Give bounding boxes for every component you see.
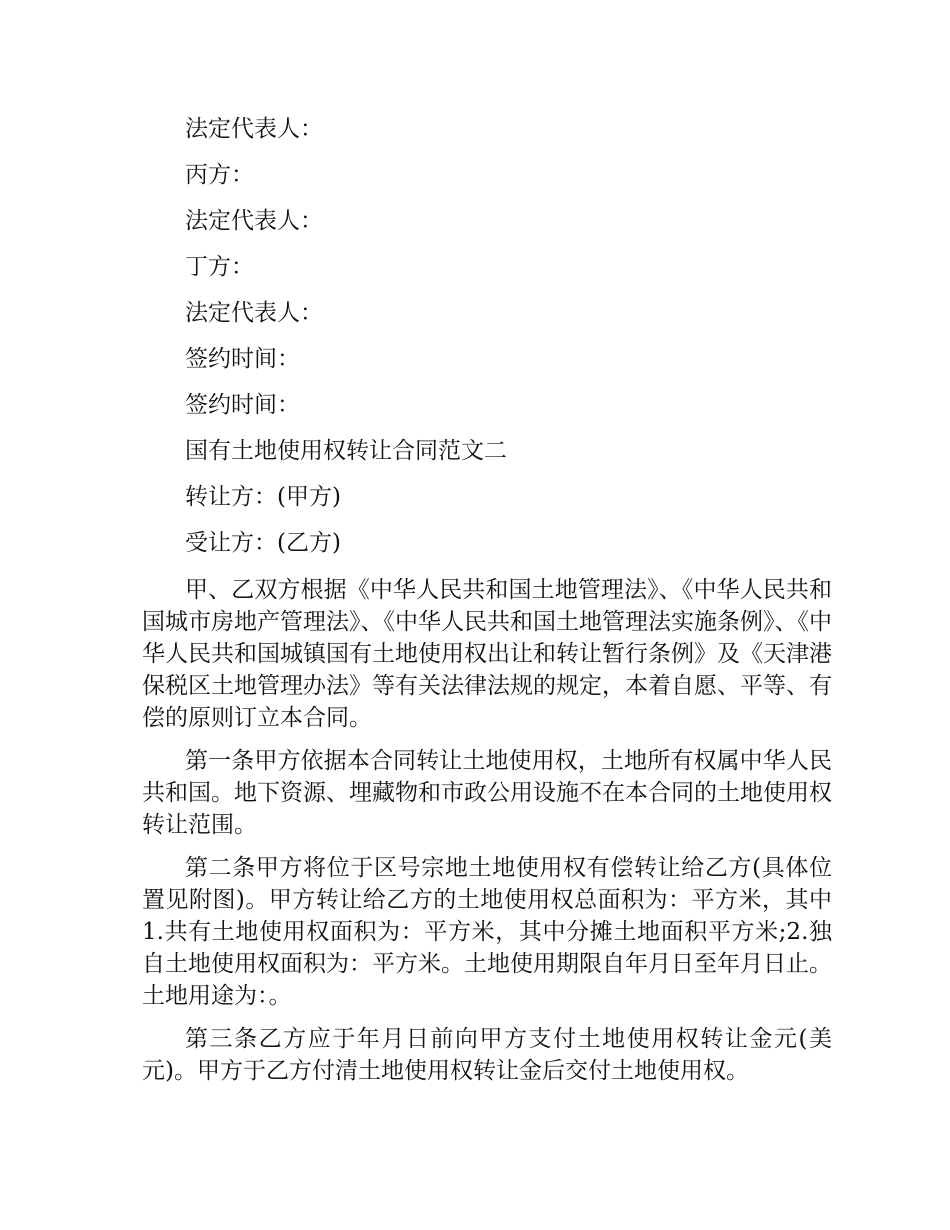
section-heading: 国有土地使用权转让合同范文二 [185, 438, 507, 464]
transferor-line: 转让方：(甲方) [185, 484, 341, 510]
transferee-line: 受让方：(乙方) [185, 530, 341, 556]
party-d-line: 丁方： [185, 254, 254, 280]
article-1-paragraph: 第一条甲方依据本合同转让土地使用权，土地所有权属中华人民共和国。地下资源、埋藏物和市政公用设施不在本合同的土地使用权转让范围。 [142, 748, 832, 838]
document-body [142, 112, 832, 1098]
article-2-paragraph: 第二条甲方将位于区号宗地土地使用权有偿转让给乙方(具体位置见附图)。甲方转让给乙方的土地使用权总面积为：平方米，其中1.共有土地使用权面积为：平方米，其中分摊土地面积平方米;2.独自土地使用权面积为：平方米。土地使用期限自年月日至年月日止。土地用途为：。 [142, 855, 832, 1009]
legal-representative-line: 法定代表人： [185, 300, 323, 326]
legal-representative-line: 法定代表人： [185, 116, 323, 142]
legal-representative-line: 法定代表人： [185, 208, 323, 234]
article-3-paragraph: 第三条乙方应于年月日前向甲方支付土地使用权转让金元(美元)。甲方于乙方付清土地使用权转让金后交付土地使用权。 [142, 1026, 832, 1084]
signing-time-line: 签约时间： [185, 346, 300, 372]
party-c-line: 丙方： [185, 162, 254, 188]
preamble-paragraph: 甲、乙双方根据《中华人民共和国土地管理法》、《中华人民共和国城市房地产管理法》、《中华人民共和国土地管理法实施条例》、《中华人民共和国城镇国有土地使用权出让和转让暂行条例》及《天津港保税区土地管理办法》等有关法律法规的规定，本着自愿、平等、有偿的原则订立本合同。 [142, 577, 832, 731]
signing-time-line: 签约时间： [185, 392, 300, 418]
